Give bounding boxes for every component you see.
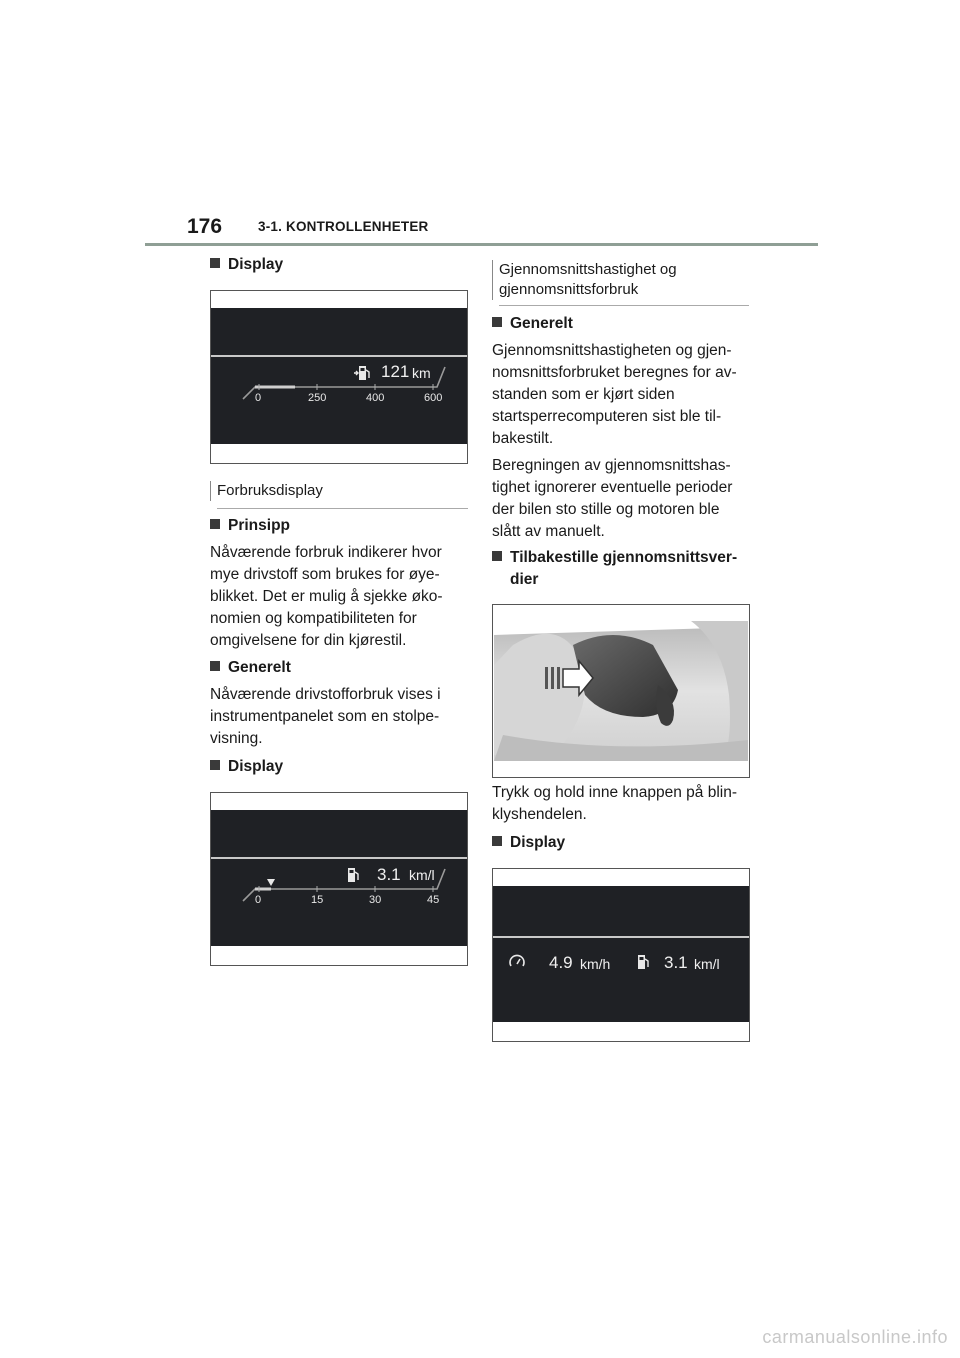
- paragraph-trykk: [492, 782, 737, 826]
- chapter-title: 3-1. KONTROLLENHETER: [258, 219, 429, 234]
- text-line: visning.: [210, 730, 263, 747]
- heading-text: dier: [510, 571, 539, 588]
- tick-label: 0: [255, 392, 262, 404]
- text-line: startsperrecomputeren sist ble til-: [492, 408, 722, 425]
- avg-consumption-unit: km/l: [694, 956, 720, 972]
- range-unit: km: [412, 365, 431, 381]
- heading-display-2: [210, 756, 283, 778]
- heading-generelt-right: [492, 313, 573, 335]
- figure-average-display: [492, 868, 750, 1042]
- caption-rule: [499, 305, 749, 306]
- heading-text: Prinsipp: [228, 517, 291, 534]
- caption-forbruksdisplay: Forbruksdisplay: [210, 481, 323, 501]
- text-line: tighet ignorerer eventuelle perioder: [492, 479, 733, 496]
- heading-generelt-left: [210, 657, 291, 679]
- tick-label: 45: [427, 894, 440, 906]
- text-line: instrumentpanelet som en stolpe-: [210, 708, 440, 725]
- text-line: Beregningen av gjennomsnittshas-: [492, 457, 731, 474]
- heading-text: Display: [510, 834, 566, 851]
- tick-label: 400: [366, 392, 385, 404]
- heading-display-right: [492, 832, 565, 854]
- bullet-square-icon: [492, 836, 502, 846]
- text-line: Nåværende forbruk indikerer hvor: [210, 544, 442, 561]
- bullet-square-icon: [210, 258, 220, 268]
- caption-rule: [217, 508, 468, 509]
- text-line: Nåværende drivstofforbruk vises i: [210, 686, 441, 703]
- text-line: mye drivstoff som brukes for øye-: [210, 566, 440, 583]
- tick-label: 15: [311, 894, 324, 906]
- avg-speed-value: 4.9: [549, 953, 573, 972]
- display-screen: [493, 886, 749, 1022]
- heading-text: Display: [228, 758, 284, 775]
- turn-signal-lever-illustration: [493, 605, 749, 777]
- paragraph-prinsipp: [210, 542, 443, 652]
- range-value: 121: [381, 362, 410, 381]
- tick-label: 0: [255, 894, 262, 906]
- text-line: bakestilt.: [492, 430, 554, 447]
- bullet-square-icon: [492, 317, 502, 327]
- caption-line: Gjennomsnittshastighet og: [499, 261, 677, 278]
- header-rule: [145, 243, 818, 246]
- text-line: Gjennomsnittshastigheten og gjen-: [492, 342, 732, 359]
- heading-text: Generelt: [510, 315, 573, 332]
- text-line: standen som er kjørt siden: [492, 386, 675, 403]
- tick-label: 30: [369, 894, 382, 906]
- bullet-square-icon: [210, 760, 220, 770]
- figure-consumption-display: [210, 792, 468, 966]
- caption-line: gjennomsnittsforbruk: [499, 281, 639, 298]
- figure-turn-signal-lever: [492, 604, 750, 778]
- text-line: omgivelsene for din kjørestil.: [210, 632, 407, 649]
- avg-speed-unit: km/h: [580, 956, 611, 972]
- heading-prinsipp: [210, 515, 290, 537]
- avg-consumption-value: 3.1: [664, 953, 688, 972]
- page-number: 176: [187, 215, 223, 238]
- heading-text: Generelt: [228, 659, 291, 676]
- tick-label: 250: [308, 392, 327, 404]
- caption-gjennomsnitt: [492, 260, 677, 300]
- bullet-square-icon: [210, 519, 220, 529]
- heading-text: Tilbakestille gjennomsnittsver-: [510, 549, 738, 566]
- consumption-unit: km/l: [409, 867, 435, 883]
- heading-tilbakestille: [492, 547, 737, 591]
- consumption-value: 3.1: [377, 865, 401, 884]
- bullet-square-icon: [210, 661, 220, 671]
- text-line: klyshendelen.: [492, 806, 587, 823]
- paragraph-beregning: [492, 455, 732, 543]
- paragraph-generelt-right: [492, 340, 737, 450]
- text-line: nomsnittsforbruket beregnes for av-: [492, 364, 737, 381]
- figure-fuel-range-display: [210, 290, 468, 464]
- watermark: carmanualsonline.info: [762, 1327, 948, 1347]
- text-line: nomien og kompatibiliteten for: [210, 610, 417, 627]
- display-separator: [493, 936, 749, 938]
- text-line: slått av manuelt.: [492, 523, 605, 540]
- heading-display-1: [210, 254, 283, 276]
- text-line: blikket. Det er mulig å sjekke øko-: [210, 588, 443, 605]
- text-line: Trykk og hold inne knappen på blin-: [492, 784, 737, 801]
- text-line: der bilen sto stille og motoren ble: [492, 501, 720, 518]
- paragraph-generelt-left: [210, 684, 441, 750]
- fuel-pump-icon: [635, 953, 651, 971]
- fuel-pump-icon: [345, 866, 361, 884]
- heading-text: Display: [228, 256, 284, 273]
- speedometer-icon: [508, 953, 526, 971]
- fuel-pump-icon: [353, 363, 373, 383]
- bullet-square-icon: [492, 551, 502, 561]
- tick-label: 600: [424, 392, 443, 404]
